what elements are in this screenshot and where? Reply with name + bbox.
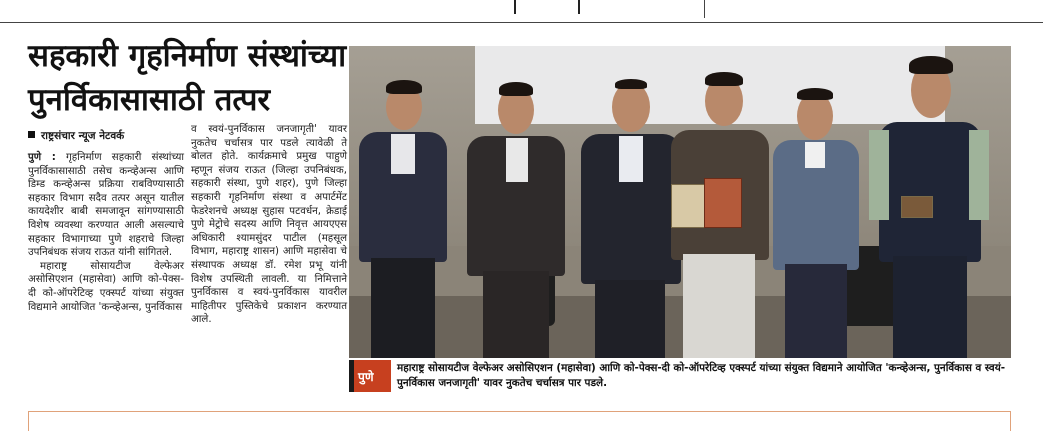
headline-line-1: सहकारी गृहनिर्माण संस्थांच्या: [28, 38, 347, 74]
page-rule: [0, 22, 1043, 23]
booklet: [671, 184, 707, 228]
booklet: [901, 196, 933, 218]
event-photo: [349, 46, 1011, 358]
next-article-box: [28, 411, 1011, 431]
article-paragraph: महाराष्ट्र सोसायटीज वेल्फेअर असोसिएशन (महासेवा) आणि को-पेक्स-दी को-ऑपरेटिव्ह एक्स्पर्ट यांच्या संयुक्त विद्यमाने आयोजित 'कन्व्हेअन्स, पुनर्विकास: [28, 260, 184, 313]
article-paragraph: व स्वयं-पुनर्विकास जनजागृती' यावर नुकतेच चर्चासत्र पार पडले त्यावेळी ते बोलत होते. कार्यक्रमाचे प्रमुख पाहुणे म्हणून संजय राऊत (जिल्हा उपनिबंधक, सहकारी संस्था, पुणे शहर), पुणे जिल्हा सहकारी गृहनिर्माण संस्था व अपार्टमेंट फेडरेशनचे अध्यक्ष सुहास पटवर्धन, क्रेडाई पुणे मेट्रोचे सदस्य आणि निवृत्त आयएएस अधिकारी श्यामसुंदर पाटील (महसूल विभाग, महाराष्ट्र शासन) आणि महासेवा चे संस्थापक अध्यक्ष डॉ. रमेश प्रभू यांनी विशेष उपस्थिती लावली. या निमित्ताने पुनर्विकास व स्वयं-पुनर्विकास यावरील माहितीपर पुस्तिकेचे प्रकाशन करण्यात आले.: [191, 124, 347, 326]
headline: [28, 34, 347, 122]
article-column-1: [28, 151, 184, 314]
photo-caption: [349, 360, 1011, 392]
caption-location-tag: पुणे: [349, 360, 391, 392]
dateline: पुणे :: [28, 152, 56, 163]
paragraph-text: गृहनिर्माण सहकारी संस्थांच्या पुनर्विकासासाठी तसेच कन्व्हेअन्स आणि डिम्ड कन्व्हेअन्स प्रक्रिया राबविण्यासाठी सहकार विभाग सदैव तत्पर असून यातील कायदेशीर बाबी समजावून सांगण्यासाठी विशेष व्यवस्था करण्यात आली असल्याचे सहकार विभागाच्या पुणे शहराचे जिल्हा उपनिबंधक संजय राऊत यांनी सांगितले.: [28, 152, 184, 259]
article-paragraph: [28, 151, 184, 260]
caption-text: महाराष्ट्र सोसायटीज वेल्फेअर असोसिएशन (महासेवा) आणि को-पेक्स-दी को-ऑपरेटिव्ह एक्स्पर्ट यांच्या संयुक्त विद्यमाने आयोजित 'कन्व्हेअन्स, पुनर्विकास व स्वयं-पुनर्विकास जनजागृती' यावर नुकतेच चर्चासत्र पार पडले.: [397, 362, 1006, 389]
byline: [28, 129, 188, 143]
print-mark: [578, 0, 580, 14]
column-divider: [704, 0, 705, 18]
booklet: [704, 178, 742, 228]
print-mark: [514, 0, 516, 14]
bullet-square-icon: [28, 131, 35, 138]
article-column-2: [191, 123, 347, 327]
headline-line-2: पुनर्विकासासाठी तत्पर: [28, 82, 271, 118]
byline-text: राष्ट्रसंचार न्यूज नेटवर्क: [41, 130, 125, 142]
